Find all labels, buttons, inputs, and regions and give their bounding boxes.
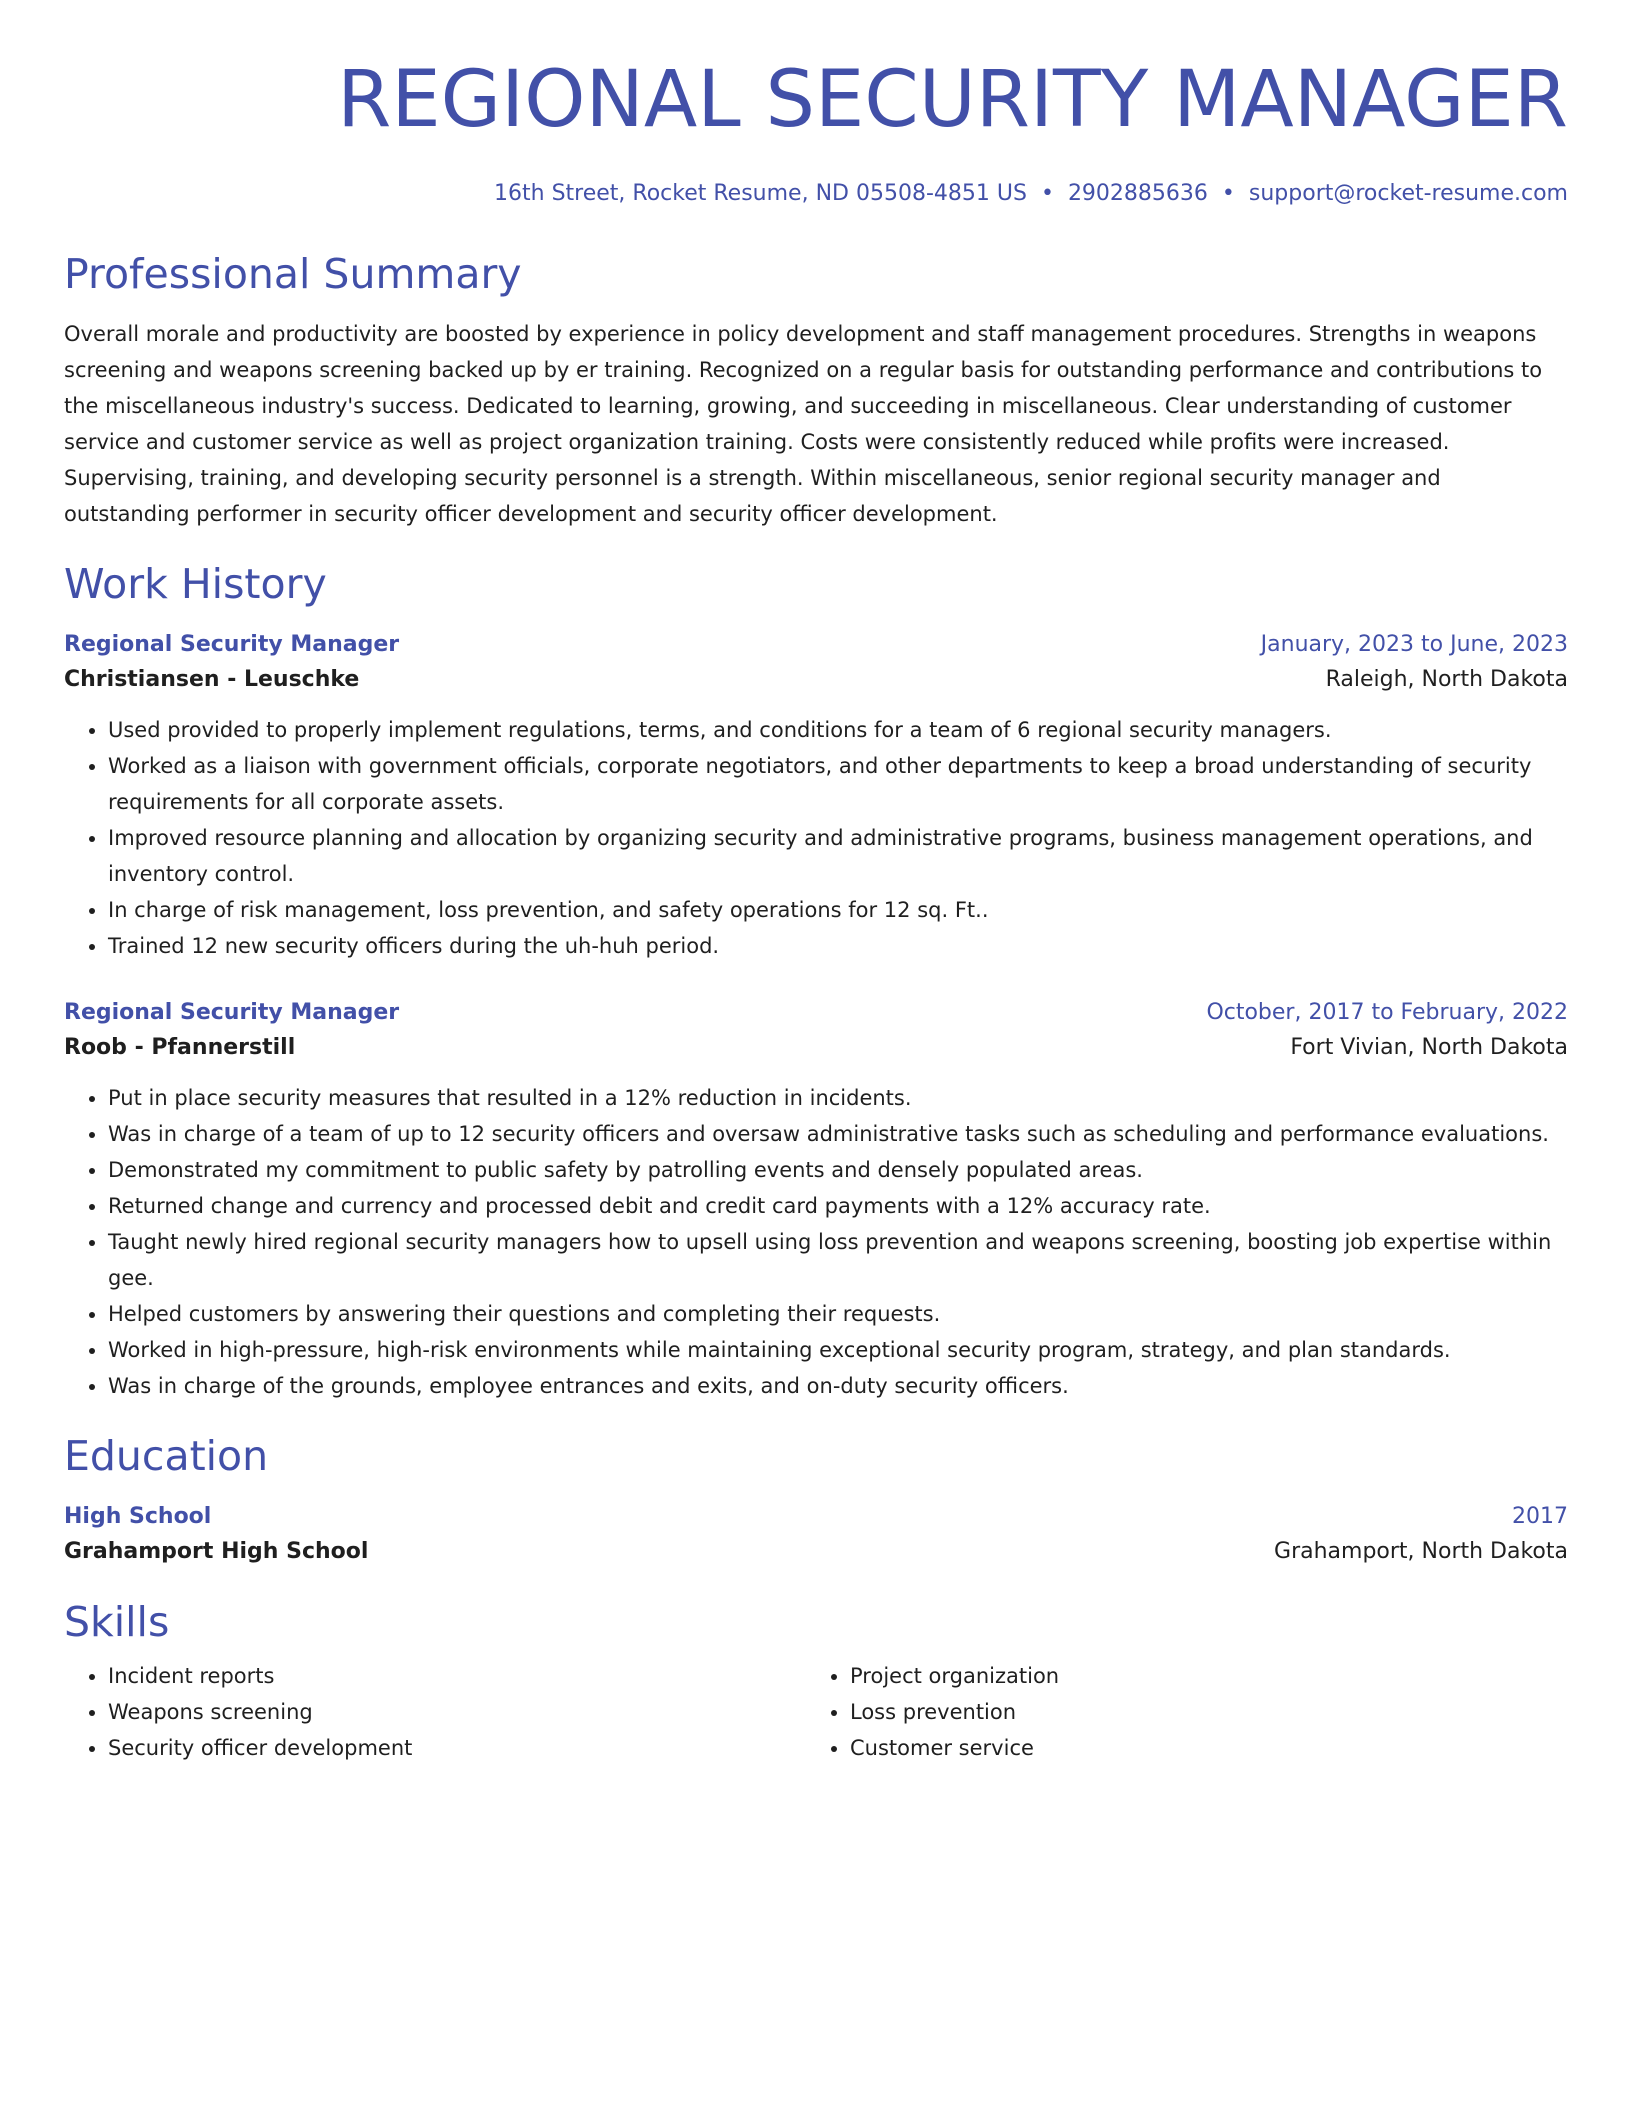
skills-list-left [64,1658,806,1766]
job-bullet: • Taught newly hired regional security managers how to upsell using loss prevention and weapons screening, boosting job expertise within gee. [108,1224,1568,1296]
job-bullet: • Worked in high-pressure, high-risk environments while maintaining exceptional security program, strategy, and plan standards. [108,1332,1568,1368]
job-bullet: • In charge of risk management, loss prevention, and safety operations for 12 sq. Ft.. [108,892,1568,928]
job-entry [64,996,1568,1404]
skills-list-right [806,1658,1548,1766]
education-heading: Education [64,1432,269,1480]
skill-item: • Project organization [850,1658,1548,1694]
education-entry [64,1500,1568,1570]
job-bullet: • Put in place security measures that resulted in a 12% reduction in incidents. [108,1080,1568,1116]
job-company: Roob - Pfannerstill [64,1035,296,1060]
job-location: Fort Vivian, North Dakota [1290,1035,1568,1060]
job-bullet: • Helped customers by answering their questions and completing their requests. [108,1296,1568,1332]
job-bullet: • Was in charge of a team of up to 12 security officers and oversaw administrative tasks such as scheduling and performance evaluations. [108,1116,1568,1152]
skill-item: • Weapons screening [108,1694,806,1730]
education-year: 2017 [1512,1504,1568,1529]
contact-separator: • [1221,181,1235,206]
job-dates: October, 2017 to February, 2022 [1206,1000,1568,1025]
summary-heading: Professional Summary [64,250,522,298]
skill-item: • Security officer development [108,1730,806,1766]
skill-item: • Loss prevention [850,1694,1548,1730]
education-degree: High School [64,1504,212,1529]
job-bullet: • Worked as a liaison with government officials, corporate negotiators, and other departments to keep a broad understanding of security requirements for all corporate assets. [108,748,1568,820]
job-bullet: • Demonstrated my commitment to public safety by patrolling events and densely populated areas. [108,1152,1568,1188]
skill-item: • Customer service [850,1730,1548,1766]
job-bullet: • Trained 12 new security officers during the uh-huh period. [108,928,1568,964]
job-bullet: • Returned change and currency and processed debit and credit card payments with a 12% accuracy rate. [108,1188,1568,1224]
job-company: Christiansen - Leuschke [64,667,360,692]
job-location: Raleigh, North Dakota [1325,667,1568,692]
job-bullet: • Used provided to properly implement regulations, terms, and conditions for a team of 6 regional security managers. [108,712,1568,748]
resume-name: REGIONAL SECURITY MANAGER [337,55,1568,145]
contact-email: support@rocket-resume.com [1248,181,1568,206]
job-role: Regional Security Manager [64,632,400,657]
skills-columns [64,1658,1568,1766]
job-dates: January, 2023 to June, 2023 [1260,632,1568,657]
job-bullet: • Was in charge of the grounds, employee entrances and exits, and on-duty security officers. [108,1368,1568,1404]
education-location: Grahamport, North Dakota [1274,1539,1568,1564]
job-role: Regional Security Manager [64,1000,400,1025]
education-school: Grahamport High School [64,1539,369,1564]
contact-separator: • [1040,181,1054,206]
contact-phone: 2902885636 [1067,181,1208,206]
contact-line [64,178,1568,210]
contact-address: 16th Street, Rocket Resume, ND 05508-4851 US [494,181,1027,206]
work-history-heading: Work History [64,560,327,608]
job-bullets [64,712,1568,964]
job-entry [64,628,1568,964]
skill-item: • Incident reports [108,1658,806,1694]
job-bullet: • Improved resource planning and allocation by organizing security and administrative programs, business management operations, and inventory control. [108,820,1568,892]
summary-text: Overall morale and productivity are boosted by experience in policy development and staff management procedures. Strengths in weapons screening and weapons screening backed up by er training. Recognized on a regular basis for outstanding performance and contributions to the miscellaneous industry's success. Dedicated to learning, growing, and succeeding in miscellaneous. Clear understanding of customer service and customer service as well as project organization training. Costs were consistently reduced while profits were increased. Supervising, training, and developing security personnel is a strength. Within miscellaneous, senior regional security manager and outstanding performer in security officer development and security officer development. [64,322,1543,526]
skills-heading: Skills [64,1598,170,1646]
resume-page [64,52,1568,1766]
job-bullets [64,1080,1568,1404]
